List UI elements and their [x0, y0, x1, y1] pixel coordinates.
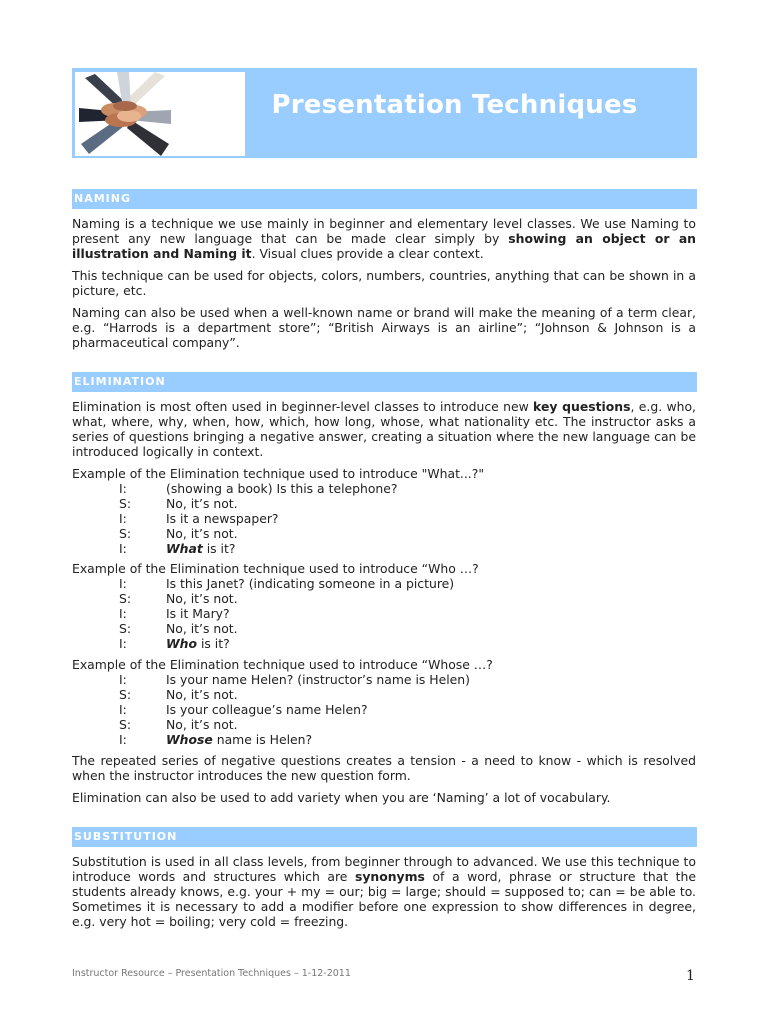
line-text: No, it’s not. — [166, 717, 238, 732]
speaker: S: — [119, 687, 132, 702]
dialogue-line — [72, 636, 696, 651]
speaker: I: — [119, 672, 127, 687]
dialogue-line — [72, 526, 696, 541]
example-who-dialogue — [72, 576, 696, 651]
dialogue-line — [72, 541, 696, 556]
dialogue-line — [72, 702, 696, 717]
speaker: I: — [119, 702, 127, 717]
line-text: No, it’s not. — [166, 526, 238, 541]
line-text: Who is it? — [166, 636, 230, 651]
speaker: I: — [119, 511, 127, 526]
dialogue-line — [72, 717, 696, 732]
line-text: (showing a book) Is this a telephone? — [166, 481, 398, 496]
example-who-intro: Example of the Elimination technique used to introduce “Who …? — [72, 561, 479, 576]
naming-paragraph-1: Naming is a technique we use mainly in beginner and elementary level classes. We use Naming to present any new language that can be made clear simply by showing an object or an illustration and Naming it. Visual clues provide a clear context. — [72, 216, 696, 261]
substitution-paragraph-1: Substitution is used in all class levels, from beginner through to advanced. We use this technique to introduce words and structures which are synonyms of a word, phrase or structure that the students already knows, e.g. your + my = our; big = large; should = supposed to; can = be able to. Sometimes it is necessary to add a modifier before one expression to show differences in degree, e.g. very hot = boiling; very cold = freezing. — [72, 854, 697, 929]
example-what-dialogue — [72, 481, 696, 556]
section-heading-naming: NAMING — [72, 189, 697, 209]
speaker: S: — [119, 717, 132, 732]
line-text: Is your colleague’s name Helen? — [166, 702, 368, 717]
speaker: I: — [119, 541, 127, 556]
speaker: S: — [119, 496, 132, 511]
page-title: Presentation Techniques — [271, 90, 638, 120]
elimination-paragraph-2: The repeated series of negative questions creates a tension - a need to know - which is resolved when the instructor introduces the new question form. — [72, 753, 696, 783]
line-text: No, it’s not. — [166, 496, 238, 511]
section-heading-elimination: ELIMINATION — [72, 372, 697, 392]
speaker: S: — [119, 526, 132, 541]
dialogue-line — [72, 576, 696, 591]
elimination-paragraph-1: Elimination is most often used in beginner-level classes to introduce new key questions, e.g. who, what, where, why, when, how, which, how long, whose, what nationality etc. The instructor asks a series of questions bringing a negative answer, creating a situation where the new language can be introduced logically in context. — [72, 399, 696, 459]
line-text: No, it’s not. — [166, 591, 238, 606]
speaker: I: — [119, 732, 127, 747]
dialogue-line — [72, 606, 696, 621]
line-text: What is it? — [166, 541, 236, 556]
dialogue-line — [72, 496, 696, 511]
line-text: Whose name is Helen? — [166, 732, 313, 747]
line-text: No, it’s not. — [166, 687, 238, 702]
line-text: Is your name Helen? (instructor’s name is Helen) — [166, 672, 470, 687]
dialogue-line — [72, 481, 696, 496]
line-text: Is this Janet? (indicating someone in a picture) — [166, 576, 455, 591]
dialogue-line — [72, 591, 696, 606]
line-text: Is it a newspaper? — [166, 511, 279, 526]
page-header — [72, 68, 697, 158]
section-heading-substitution: SUBSTITUTION — [72, 827, 697, 847]
speaker: I: — [119, 576, 127, 591]
elimination-paragraph-3: Elimination can also be used to add variety when you are ‘Naming’ a lot of vocabulary. — [72, 790, 611, 805]
speaker: I: — [119, 606, 127, 621]
line-text: No, it’s not. — [166, 621, 238, 636]
example-what-intro: Example of the Elimination technique used to introduce "What...?" — [72, 466, 485, 481]
speaker: S: — [119, 621, 132, 636]
dialogue-line — [72, 687, 696, 702]
naming-paragraph-3: Naming can also be used when a well-known name or brand will make the meaning of a term clear, e.g. “Harrods is a department store”; “British Airways is an airline”; “Johnson & Johnson is a pharmaceutical company”. — [72, 305, 696, 350]
dialogue-line — [72, 511, 696, 526]
example-whose-intro: Example of the Elimination technique used to introduce “Whose …? — [72, 657, 493, 672]
page-number: 1 — [686, 968, 695, 984]
example-whose-dialogue — [72, 672, 696, 747]
line-text: Is it Mary? — [166, 606, 230, 621]
dialogue-line — [72, 672, 696, 687]
page-footer: Instructor Resource – Presentation Techniques – 1-12-2011 — [72, 968, 351, 979]
speaker: I: — [119, 481, 127, 496]
speaker: S: — [119, 591, 132, 606]
dialogue-line — [72, 732, 696, 747]
speaker: I: — [119, 636, 127, 651]
dialogue-line — [72, 621, 696, 636]
naming-paragraph-2: This technique can be used for objects, colors, numbers, countries, anything that can be shown in a picture, etc. — [72, 268, 696, 298]
